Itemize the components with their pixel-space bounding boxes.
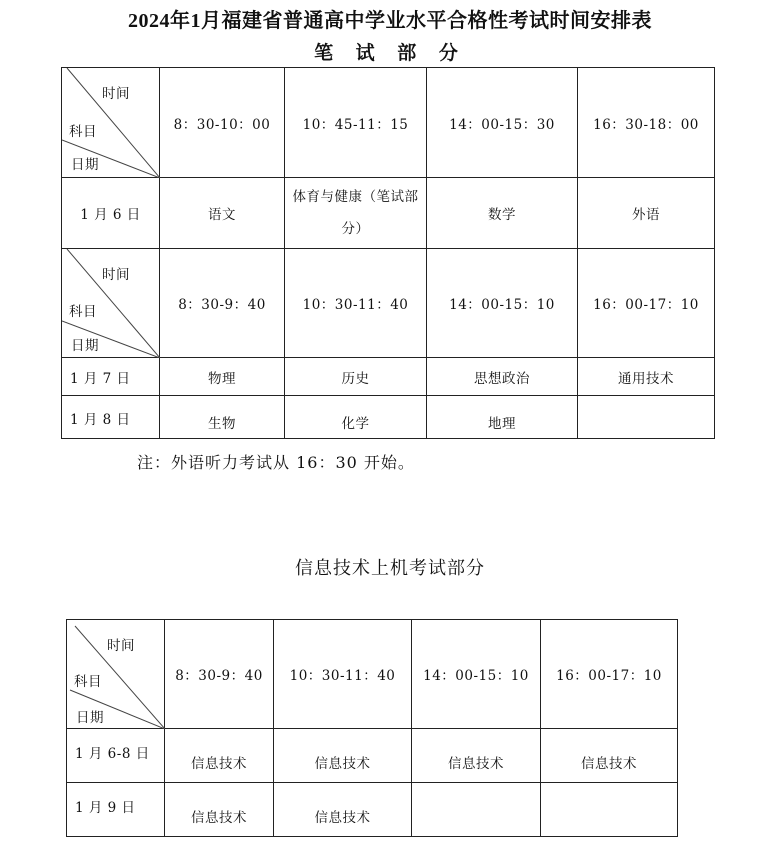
time-slot: 14：00-15：30 — [427, 68, 578, 178]
table-row — [67, 729, 678, 783]
corner-date-label: 日期 — [71, 338, 99, 354]
time-header-row — [67, 620, 678, 729]
subject-cell: 化学 — [285, 396, 427, 439]
corner-header-cell — [62, 68, 160, 178]
time-slot: 16：30-18：00 — [578, 68, 715, 178]
document-title: 2024年1月福建省普通高中学业水平合格性考试时间安排表 — [128, 10, 652, 32]
time-slot: 8：30-10：00 — [160, 68, 285, 178]
time-slot: 8：30-9：40 — [160, 249, 285, 358]
time-slot: 10：45-11：15 — [285, 68, 427, 178]
table-row — [62, 178, 715, 249]
date-cell: 1 月 9 日 — [67, 783, 165, 837]
subject-cell: 信息技术 — [274, 783, 412, 837]
corner-subject-label: 科目 — [74, 674, 102, 690]
subject-cell: 体育与健康（笔试部分） — [285, 178, 427, 249]
corner-time-label: 时间 — [107, 638, 135, 654]
subject-cell: 语文 — [160, 178, 285, 249]
time-slot: 16：00-17：10 — [541, 620, 678, 729]
subject-cell: 信息技术 — [541, 729, 678, 783]
subject-cell: 数学 — [427, 178, 578, 249]
table-row — [62, 396, 715, 439]
date-cell: 1 月 7 日 — [62, 358, 160, 396]
time-slot: 8：30-9：40 — [165, 620, 274, 729]
corner-subject-label: 科目 — [69, 304, 97, 320]
time-header-row — [62, 68, 715, 178]
corner-time-label: 时间 — [102, 267, 130, 283]
date-cell: 1 月 6-8 日 — [67, 729, 165, 783]
subject-cell — [541, 783, 678, 837]
date-cell: 1 月 6 日 — [62, 178, 160, 249]
subject-cell: 信息技术 — [165, 783, 274, 837]
subject-cell: 物理 — [160, 358, 285, 396]
corner-date-label: 日期 — [76, 710, 104, 726]
corner-header-cell — [62, 249, 160, 358]
time-slot: 10：30-11：40 — [274, 620, 412, 729]
table-row — [67, 783, 678, 837]
time-slot: 10：30-11：40 — [285, 249, 427, 358]
corner-header-cell — [67, 620, 165, 729]
subject-cell: 信息技术 — [412, 729, 541, 783]
subject-cell: 历史 — [285, 358, 427, 396]
corner-time-label: 时间 — [102, 86, 130, 102]
subject-cell — [412, 783, 541, 837]
corner-subject-label: 科目 — [69, 124, 97, 140]
corner-date-label: 日期 — [71, 157, 99, 173]
subject-cell: 地理 — [427, 396, 578, 439]
subject-cell — [578, 396, 715, 439]
computer-exam-table — [66, 619, 678, 837]
table-row — [62, 358, 715, 396]
time-header-row — [62, 249, 715, 358]
subject-cell: 信息技术 — [165, 729, 274, 783]
time-slot: 16：00-17：10 — [578, 249, 715, 358]
subject-cell: 外语 — [578, 178, 715, 249]
subject-cell: 信息技术 — [274, 729, 412, 783]
subject-cell: 生物 — [160, 396, 285, 439]
time-slot: 14：00-15：10 — [412, 620, 541, 729]
time-slot: 14：00-15：10 — [427, 249, 578, 358]
date-cell: 1 月 8 日 — [62, 396, 160, 439]
note-text: 注：外语听力考试从 16：30 开始。 — [137, 453, 415, 472]
written-exam-table — [61, 67, 715, 439]
subject-cell: 思想政治 — [427, 358, 578, 396]
computer-section-heading: 信息技术上机考试部分 — [295, 558, 485, 579]
written-section-heading: 笔 试 部 分 — [314, 42, 466, 64]
subject-cell: 通用技术 — [578, 358, 715, 396]
